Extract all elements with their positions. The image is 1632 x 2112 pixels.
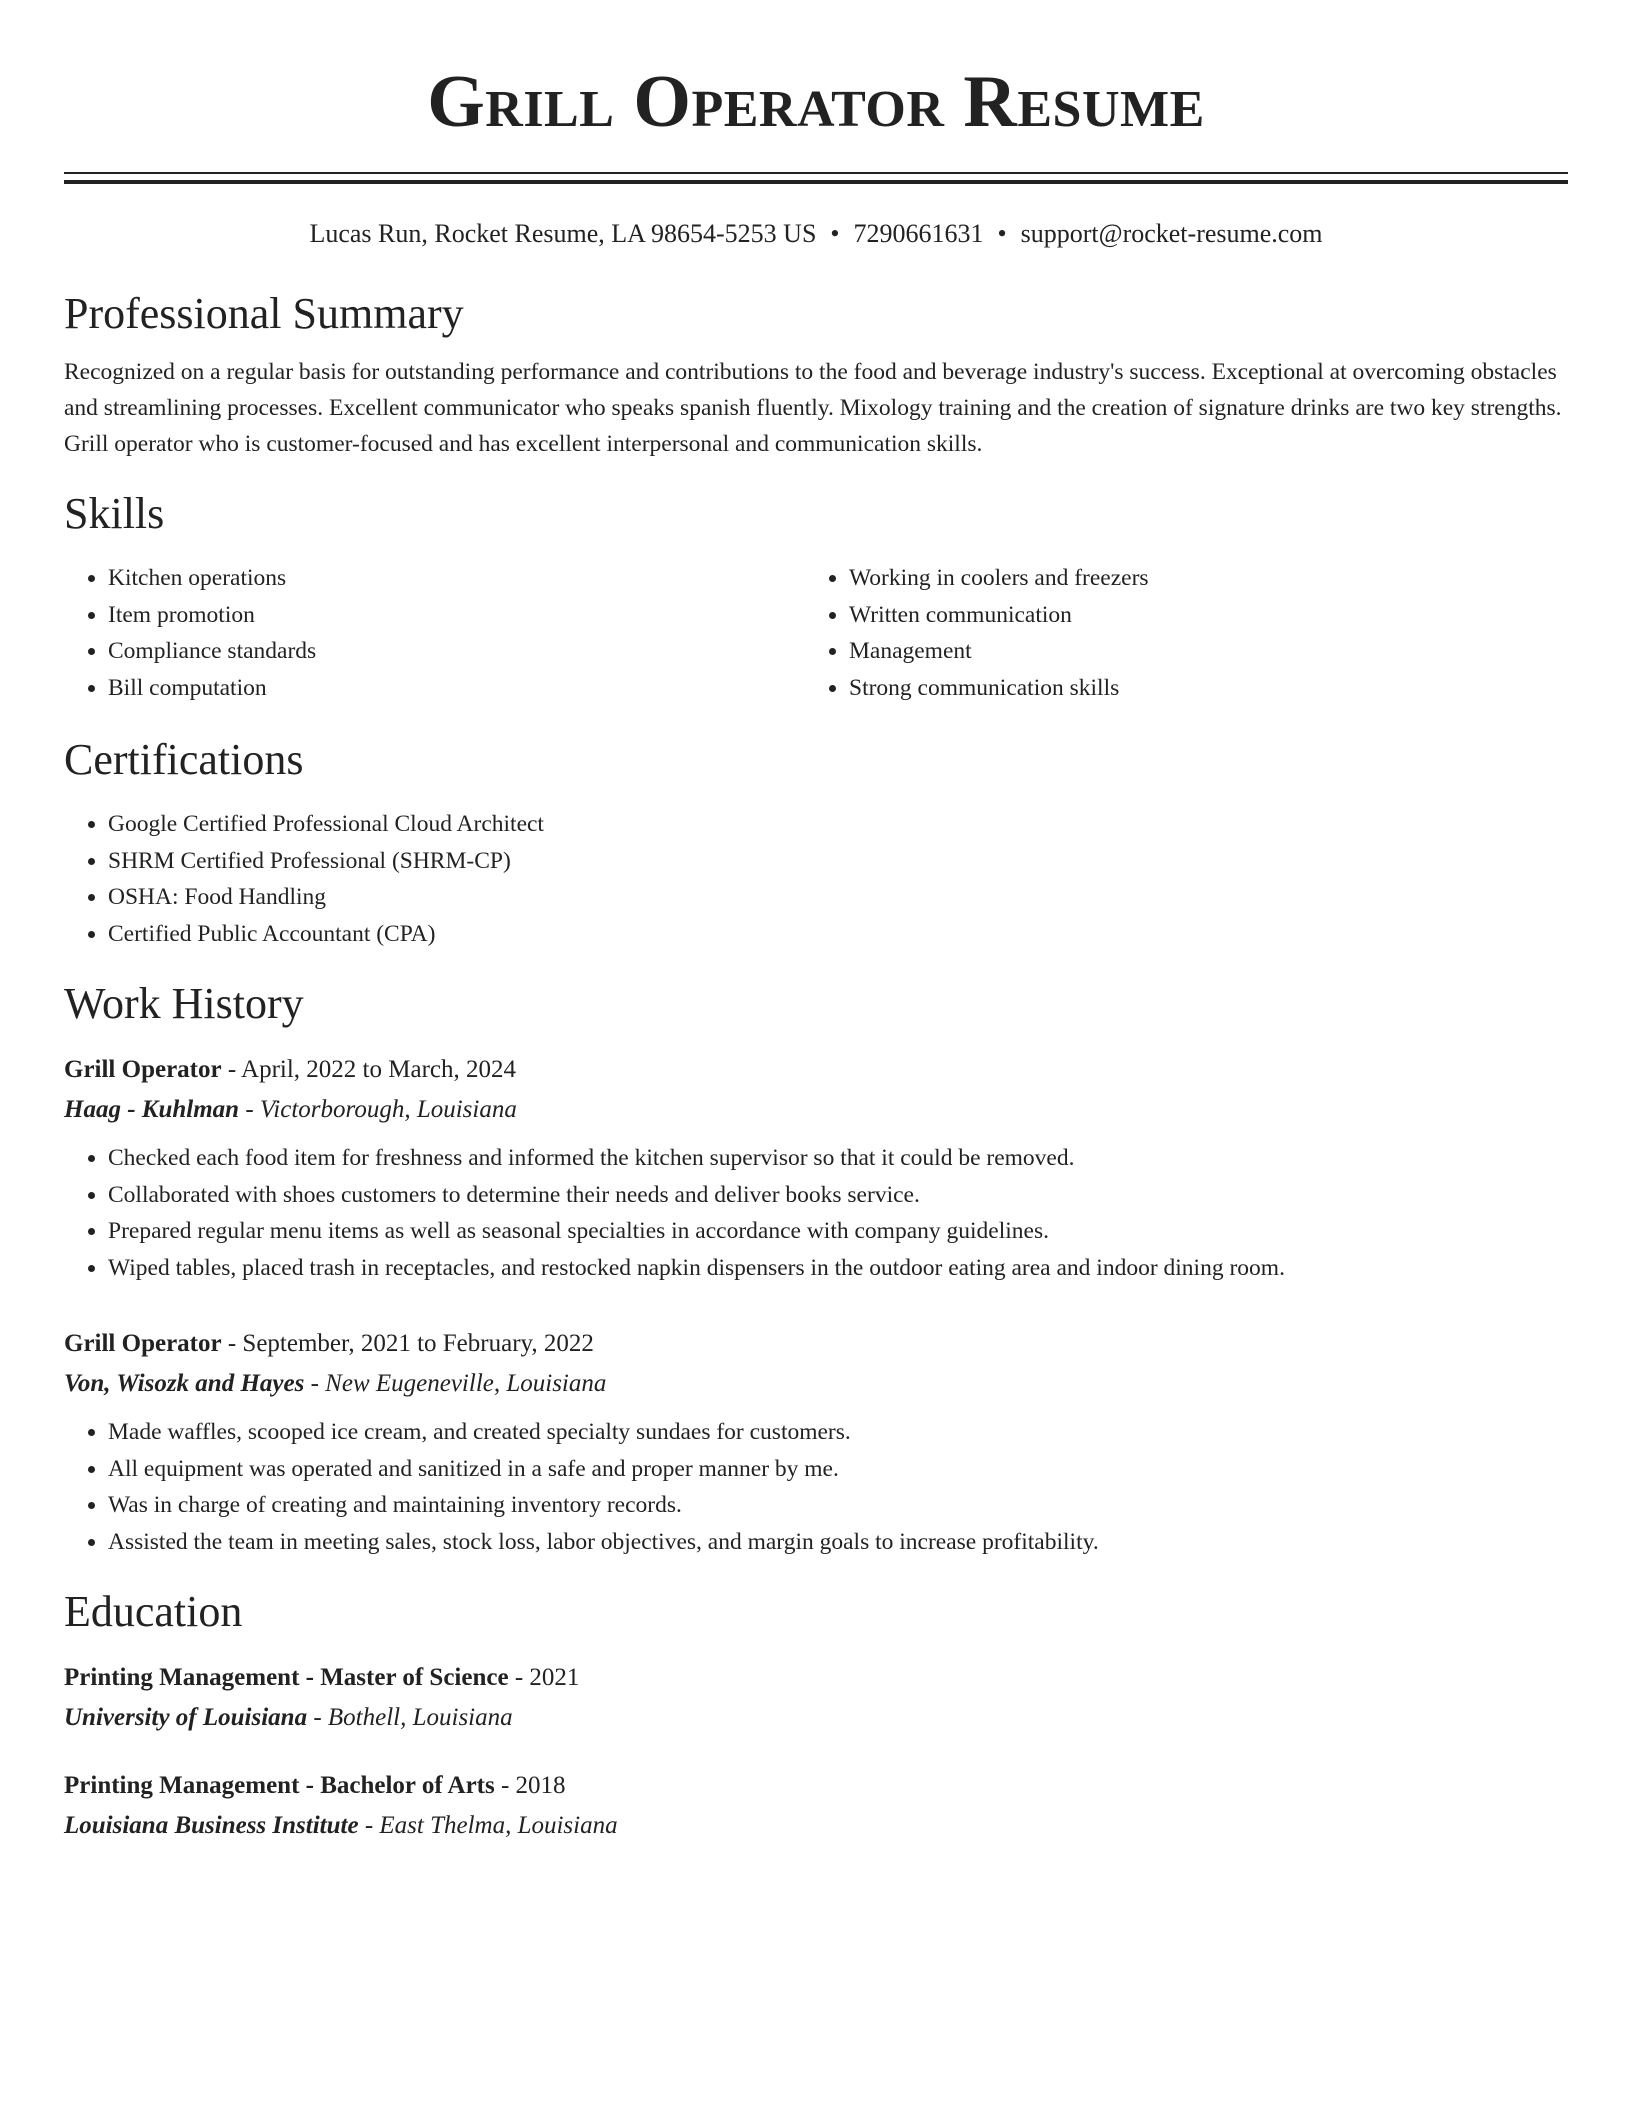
job-duty: • Collaborated with shoes customers to determine their needs and deliver books service. [108, 1177, 1568, 1214]
skills-list-left [64, 560, 805, 706]
education-degree-line [64, 1766, 1568, 1806]
contact-email: support@rocket-resume.com [1020, 219, 1323, 248]
skill-item: • Kitchen operations [108, 560, 805, 597]
job-title: Grill Operator [64, 1330, 222, 1357]
job-duties-list [64, 1140, 1568, 1286]
job-title: Grill Operator [64, 1056, 222, 1083]
contact-address: Lucas Run, Rocket Resume, LA 98654-5253 US [309, 219, 817, 248]
skill-item: • Strong communication skills [849, 670, 1546, 707]
job-header [64, 1050, 1568, 1090]
education-degree-line [64, 1658, 1568, 1698]
job-company: Von, Wisozk and Hayes [64, 1370, 305, 1397]
job-duty: • Was in charge of creating and maintaining inventory records. [108, 1487, 1568, 1524]
education-entry [64, 1766, 1568, 1846]
education-school: Louisiana Business Institute [64, 1812, 359, 1839]
certifications-list [64, 806, 1568, 952]
education-entry [64, 1658, 1568, 1738]
education-heading: Education [64, 1587, 243, 1636]
skills-columns [64, 560, 1568, 706]
skill-item: • Written communication [849, 597, 1546, 634]
skill-item: • Working in coolers and freezers [849, 560, 1546, 597]
job-location: - Victorborough, Louisiana [239, 1096, 517, 1123]
skills-column-right [805, 560, 1546, 706]
education-location: - East Thelma, Louisiana [358, 1812, 618, 1839]
certification-item: • SHRM Certified Professional (SHRM-CP) [108, 843, 1568, 880]
job-duty: • Assisted the team in meeting sales, stock loss, labor objectives, and margin goals to increase profitability. [108, 1524, 1568, 1561]
job-employer [64, 1090, 1568, 1130]
education-year: - 2021 [508, 1664, 580, 1691]
education-degree: Printing Management - Bachelor of Arts [64, 1772, 495, 1799]
skills-column-left [64, 560, 805, 706]
job-employer [64, 1364, 1568, 1404]
summary-text: Recognized on a regular basis for outstanding performance and contributions to the food and beverage industry's success. Exceptional at overcoming obstacles and streamlining processes. Excellent communicator who speaks spanish fluently. Mixology training and the creation of signature drinks are two key strengths. Grill operator who is customer-focused and has excellent interpersonal and communication skills. [64, 359, 1562, 457]
summary-heading: Professional Summary [64, 289, 464, 338]
title-divider-thick [64, 180, 1568, 184]
job-duty: • All equipment was operated and sanitized in a safe and proper manner by me. [108, 1451, 1568, 1488]
contact-separator: • [830, 219, 840, 248]
work-history-heading: Work History [64, 979, 304, 1028]
skills-heading: Skills [64, 489, 165, 538]
skill-item: • Item promotion [108, 597, 805, 634]
education-location: - Bothell, Louisiana [307, 1704, 513, 1731]
education-school-line [64, 1698, 1568, 1738]
job-duty: • Checked each food item for freshness and informed the kitchen supervisor so that it could be removed. [108, 1140, 1568, 1177]
resume-title: Grill Operator Resume [427, 61, 1205, 143]
job-entry [64, 1050, 1568, 1286]
job-duties-list [64, 1414, 1568, 1560]
education-degree: Printing Management - Master of Science [64, 1664, 509, 1691]
certifications-heading: Certifications [64, 735, 304, 784]
education-school-line [64, 1806, 1568, 1846]
contact-line [64, 218, 1568, 250]
job-duty: • Prepared regular menu items as well as seasonal specialties in accordance with company guidelines. [108, 1213, 1568, 1250]
skills-list-right [805, 560, 1546, 706]
job-header [64, 1324, 1568, 1364]
job-company: Haag - Kuhlman [64, 1096, 240, 1123]
job-duty: • Made waffles, scooped ice cream, and created specialty sundaes for customers. [108, 1414, 1568, 1451]
skill-item: • Bill computation [108, 670, 805, 707]
education-school: University of Louisiana [64, 1704, 308, 1731]
skill-item: • Compliance standards [108, 633, 805, 670]
certification-item: • OSHA: Food Handling [108, 879, 1568, 916]
title-divider-thin [64, 172, 1568, 174]
certification-item: • Certified Public Accountant (CPA) [108, 916, 1568, 953]
job-dates: - September, 2021 to February, 2022 [221, 1330, 594, 1357]
job-entry [64, 1324, 1568, 1560]
skill-item: • Management [849, 633, 1546, 670]
certification-item: • Google Certified Professional Cloud Architect [108, 806, 1568, 843]
job-duty: • Wiped tables, placed trash in receptacles, and restocked napkin dispensers in the outdoor eating area and indoor dining room. [108, 1250, 1568, 1287]
contact-phone: 7290661631 [853, 219, 984, 248]
contact-separator: • [997, 219, 1007, 248]
job-dates: - April, 2022 to March, 2024 [221, 1056, 517, 1083]
job-location: - New Eugeneville, Louisiana [304, 1370, 607, 1397]
education-year: - 2018 [494, 1772, 566, 1799]
